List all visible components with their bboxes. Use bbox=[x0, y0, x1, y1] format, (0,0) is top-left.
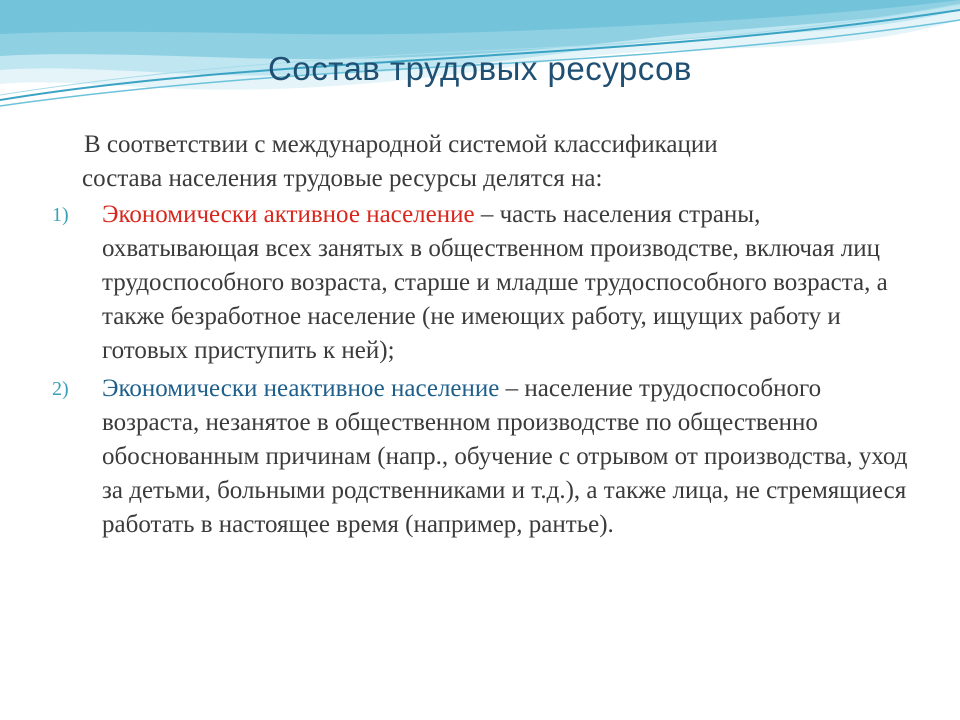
list-item-inactive-population bbox=[52, 372, 912, 542]
list-marker-1: 1) bbox=[52, 204, 69, 226]
list-marker-2: 2) bbox=[52, 378, 69, 400]
definition-inactive-population: – население трудоспособного возраста, незанятое в общественном производстве по общественно обоснованным причинам (напр., обучение с отрывом от производства, уход за детьми, больными родственниками и т.д.), а также лица, не стремящиеся работать в настоящее время (например, рантье). bbox=[102, 375, 908, 538]
slide-title: Состав трудовых ресурсов bbox=[268, 50, 692, 87]
intro-line-1: В соответствии с международной системой классификации bbox=[84, 131, 718, 158]
intro-line-2: состава населения трудовые ресурсы делятся на: bbox=[82, 165, 603, 192]
term-active-population: Экономически активное население bbox=[102, 201, 475, 228]
term-inactive-population: Экономически неактивное население bbox=[102, 375, 500, 402]
definition-active-population: – часть населения страны, охватывающая всех занятых в общественном производстве, включая лиц трудоспособного возраста, старше и младше трудоспособного возраста, а также безработное население (не имеющих работу, ищущих работу и готовых приступить к ней); bbox=[102, 201, 888, 364]
list-item-active-population bbox=[52, 198, 912, 368]
slide-body bbox=[52, 128, 912, 542]
